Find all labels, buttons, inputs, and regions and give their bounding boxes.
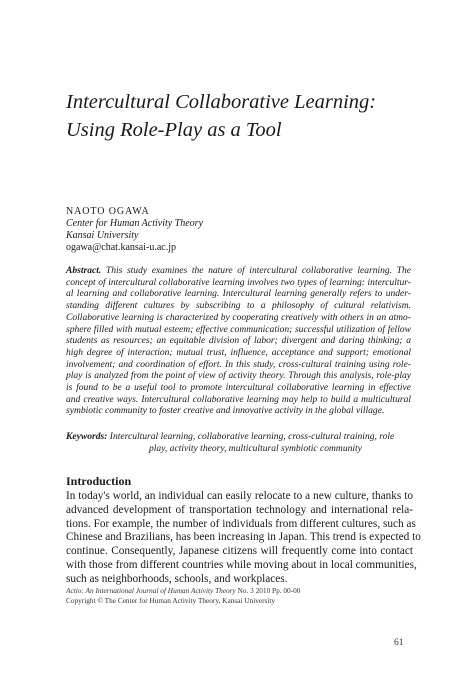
abstract-line: is found to be a useful tool to promote intercultural collaborative learning in effective	[66, 382, 411, 394]
abstract-label: Abstract.	[66, 265, 102, 276]
author-affiliation-center: Center for Human Activity Theory	[66, 218, 204, 229]
title-line-1: Intercultural Collaborative Learning:	[66, 91, 377, 113]
abstract	[66, 265, 411, 417]
author-affiliation-university: Kansai University	[66, 230, 139, 241]
page-footer	[66, 586, 413, 606]
journal-issue: No. 3 2010 Pp. 00-00	[235, 586, 301, 595]
abstract-line: involvement; and coordination of effort. In this study, cross-cultural training using role-	[66, 358, 411, 370]
abstract-line: play is analyzed from the point of view of activity theory. Through this analysis, role-play	[66, 370, 411, 382]
introduction-paragraph	[66, 490, 421, 587]
body-line: such as neighborhoods, schools, and workplaces.	[66, 572, 288, 585]
abstract-line: sphere filled with mutual esteem; effective communication; successful utilization of fellow	[66, 323, 411, 335]
keywords-label: Keywords:	[66, 431, 108, 442]
journal-name: Actio: An International Journal of Human Activity Theory	[66, 586, 236, 595]
abstract-line: symbiotic community to foster creative and innovative activity in the global village.	[66, 405, 385, 417]
abstract-line: Collaborative learning is characterized by cooperating creatively with others in an atmo-	[66, 311, 411, 323]
body-line: tions. For example, the number of individuals from different cultures, such as	[66, 517, 416, 530]
page-number: 61	[394, 638, 404, 648]
abstract-line: standing different cultures by subscribing to a philosophy of cultural relativism.	[66, 300, 411, 312]
body-line: Chinese and Brazilians, has been increasing in Japan. This trend is expected to	[66, 531, 421, 544]
body-line: In today's world, an individual can easily relocate to a new culture, thanks to	[66, 490, 413, 502]
journal-citation	[66, 586, 413, 596]
article-title	[66, 88, 426, 144]
abstract-line: concept of intercultural collaborative learning involves two types of learning: intercultur-	[66, 276, 411, 288]
abstract-line: Abstract. This study examines the nature of intercultural collaborative learning. The	[66, 265, 411, 276]
body-line: continue. Consequently, Japanese citizens will frequently come into contact	[66, 545, 413, 558]
author-email: ogawa@chat.kansai-u.ac.jp	[66, 242, 176, 253]
body-line: with those from different countries while moving about in local communities,	[66, 558, 417, 571]
body-line: advanced development of transportation technology and international rela-	[66, 503, 413, 516]
keywords	[66, 431, 413, 455]
keywords-line: Keywords: Intercultural learning, collaborative learning, cross-cultural training, role	[66, 431, 395, 442]
abstract-line: and creative ways. Intercultural collaborative learning may help to build a multicultural	[66, 393, 411, 405]
author-block	[66, 205, 396, 254]
abstract-line: students as resources; an equitable division of labor; divergent and daring thinking; a	[66, 335, 411, 347]
abstract-line: high degree of interaction; mutual trust, influence, acceptance and support; emotional	[66, 346, 411, 358]
title-line-2: Using Role-Play as a Tool	[66, 119, 282, 141]
section-heading-introduction: Introduction	[66, 474, 132, 488]
copyright-notice: Copyright © The Center for Human Activity Theory, Kansai University	[66, 596, 276, 605]
keywords-line: play, activity theory, multicultural symbiotic community	[149, 443, 362, 454]
abstract-line: al learning and collaborative learning. Intercultural learning generally refers to under-	[66, 288, 411, 300]
author-name: NAOTO OGAWA	[66, 206, 150, 217]
